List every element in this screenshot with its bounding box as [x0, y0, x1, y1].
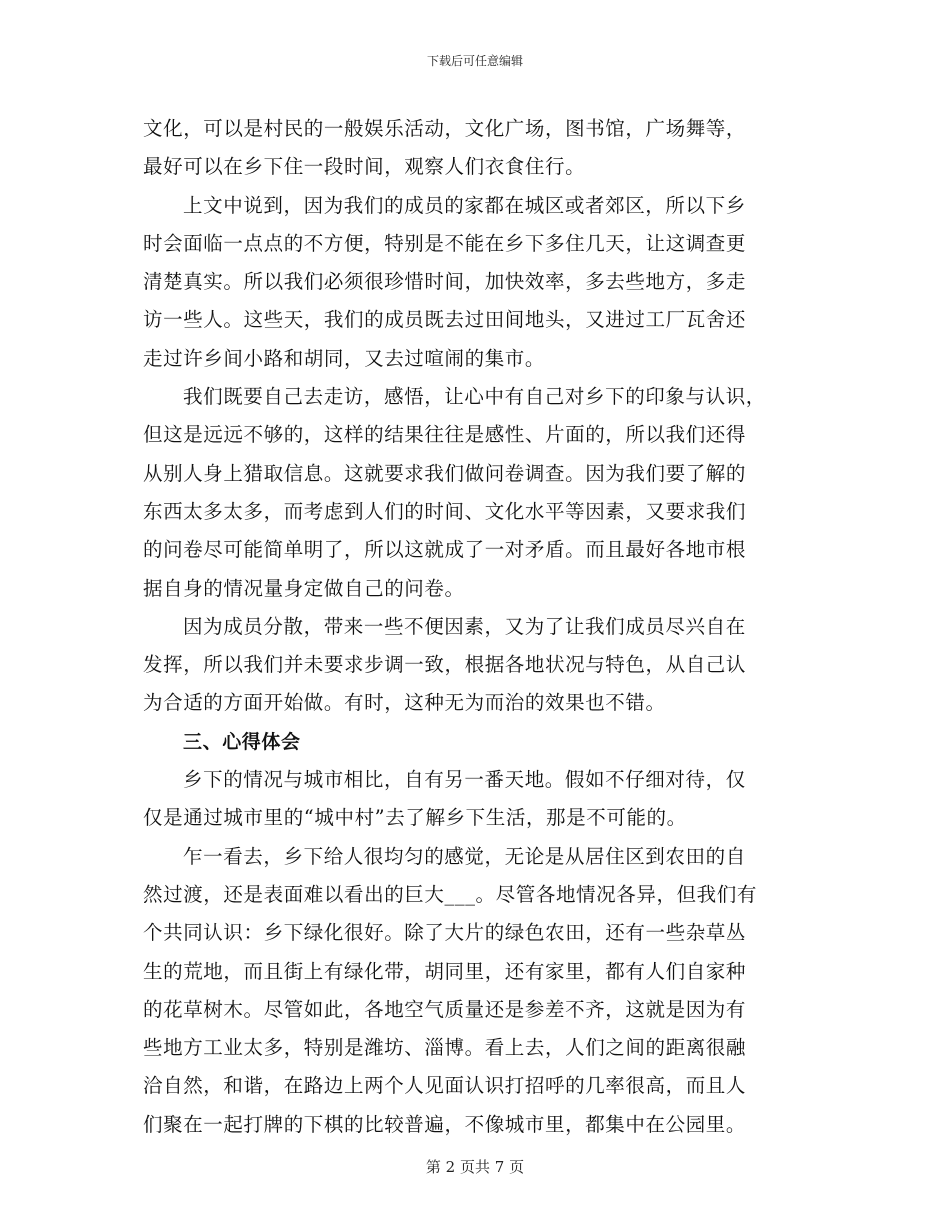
body-text-line: 然过渡，还是表面难以看出的巨大___。尽管各地情况各异，但我们有	[143, 882, 757, 906]
body-text-line: 清楚真实。所以我们必须很珍惜时间，加快效率，多去些地方，多走	[143, 270, 747, 294]
body-text-line: 我们既要自己去走访，感悟，让心中有自己对乡下的印象与认识，	[183, 385, 766, 409]
body-text-line: 的问卷尽可能简单明了，所以这就成了一对矛盾。而且最好各地市根	[143, 538, 747, 562]
body-text-line: 生的荒地，而且街上有绿化带，胡同里，还有家里，都有人们自家种	[143, 959, 747, 983]
body-text-line: 但这是远远不够的，这样的结果往往是感性、片面的，所以我们还得	[143, 423, 747, 447]
body-text-line: 洽自然，和谐，在路边上两个人见面认识打招呼的几率很高，而且人	[143, 1074, 747, 1098]
body-text-line: 为合适的方面开始做。有时，这种无为而治的效果也不错。	[143, 691, 666, 715]
body-text-line: 走过许乡间小路和胡同，又去过喧闹的集市。	[143, 346, 546, 370]
body-text-line: 文化，可以是村民的一般娱乐活动，文化广场，图书馆，广场舞等，	[143, 117, 747, 140]
body-text-line: 东西太多太多，而考虑到人们的时间、文化水平等因素，又要求我们	[143, 499, 747, 523]
body-text-line: 仅是通过城市里的“城中村”去了解乡下生活，那是不可能的。	[143, 806, 687, 830]
body-text-line: 个共同认识：乡下绿化很好。除了大片的绿色农田，还有一些杂草丛	[143, 921, 747, 945]
body-text-line: 因为成员分散，带来一些不便因素，又为了让我们成员尽兴自在	[183, 614, 746, 638]
body-text-line: 乍一看去，乡下给人很均匀的感觉，无论是从居住区到农田的自	[183, 844, 746, 868]
body-text-line: 些地方工业太多，特别是潍坊、淄博。看上去，人们之间的距离很融	[143, 1036, 747, 1060]
body-text-line: 时会面临一点点的不方便，特别是不能在乡下多住几天，让这调查更	[143, 231, 747, 255]
document-body	[143, 110, 803, 1144]
page-header: 下载后可任意编辑	[426, 54, 523, 68]
body-text-line: 据自身的情况量身定做自己的问卷。	[143, 576, 465, 600]
body-text-line: 发挥，所以我们并未要求步调一致，根据各地状况与特色，从自己认	[143, 653, 747, 677]
body-text-line: 访一些人。这些天，我们的成员既去过田间地头，又进过工厂瓦舍还	[143, 308, 747, 332]
body-text-line: 的花草树木。尽管如此，各地空气质量还是参差不齐，这就是因为有	[143, 997, 747, 1021]
body-text-line: 从别人身上猎取信息。这就要求我们做问卷调查。因为我们要了解的	[143, 461, 747, 485]
body-text-line: 最好可以在乡下住一段时间，观察人们衣食住行。	[143, 155, 586, 179]
page-footer: 第 2 页共 7 页	[425, 1158, 525, 1176]
body-text-line: 们聚在一起打牌的下棋的比较普遍，不像城市里，都集中在公园里。	[143, 1112, 747, 1136]
section-heading: 三、心得体会	[183, 730, 301, 753]
body-text-line: 上文中说到，因为我们的成员的家都在城区或者郊区，所以下乡	[183, 193, 746, 217]
body-text-line: 乡下的情况与城市相比，自有另一番天地。假如不仔细对待，仅	[183, 768, 746, 792]
